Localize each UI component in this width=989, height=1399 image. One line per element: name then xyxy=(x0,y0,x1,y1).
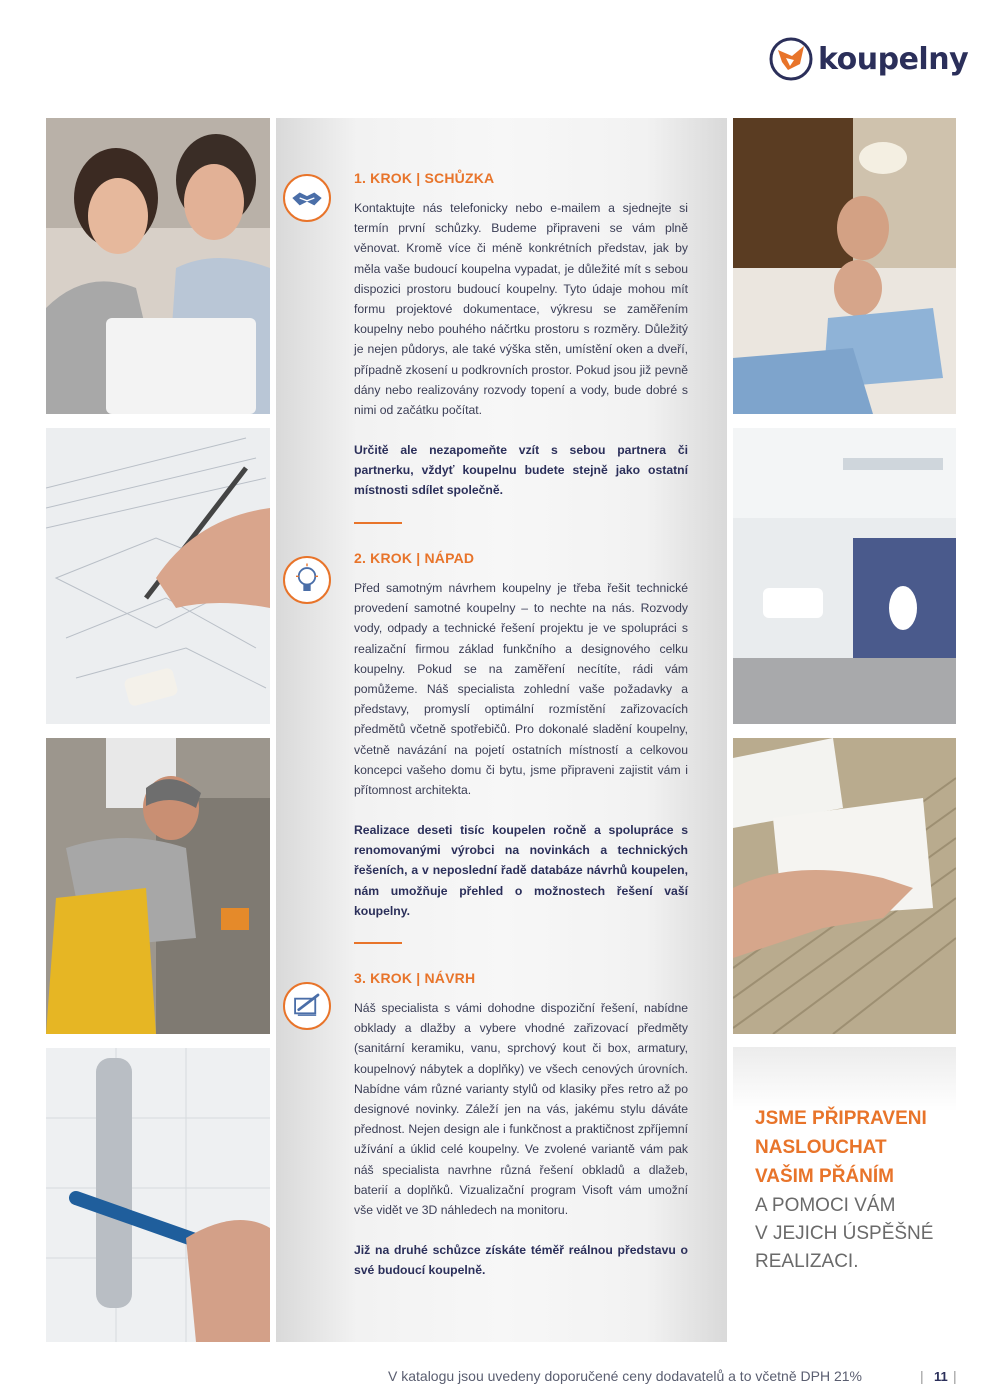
step-1-badge xyxy=(283,174,331,222)
step-3-title: 3. KROK | NÁVRH xyxy=(354,970,476,986)
step-2-text: Před samotným návrhem koupelny je třeba řešit technické provedení samotné koupelny – to nechte na nás. Rozvody vody, odpady a technické řešení projektu je ve spolupráci s realizační firmou základ funkčního a designového celku koupelny. Pokud se na zaměření necítíte, rádi vám pomůžeme. Náš specialista zohlední vaše požadavky a představy, promyslí optimální rozmístění zařizovacích předmětů včetně spotřebičů. Pro dokonalé sladění koupelny, včetně navázání na pojetí ostatních místností a celkovou koncepci vašeho domu či bytu, jsme připraveni zajistit vám i přítomnost architekta. xyxy=(354,581,688,798)
step-3-badge xyxy=(283,982,331,1030)
photo-plumber-wrench xyxy=(46,1048,270,1342)
photo-worker-tiling xyxy=(46,738,270,1034)
brand-logo xyxy=(768,36,968,82)
step-2-highlight: Realizace deseti tisíc koupelen ročně a spolupráce s renomovanými výrobci na novinkách a technických řešeních, a v neposlední řadě databáze návrhů koupelen, nám umožňuje přehled o možnostech řešení vaší koupelny. xyxy=(354,823,688,918)
brand-name: koupelny xyxy=(818,41,969,77)
fox-logo-icon xyxy=(768,36,814,82)
step-3-highlight: Již na druhé schůzce získáte téměř reálnou představu o své budoucí koupelně. xyxy=(354,1243,688,1278)
tagline-line: REALIZACI. xyxy=(755,1251,859,1272)
handshake-icon xyxy=(285,176,329,220)
tagline-line: NASLOUCHAT xyxy=(755,1137,887,1158)
footer-separator: | xyxy=(953,1368,957,1384)
step-3-text: Náš specialista s vámi dohodne dispoziční řešení, nabídne obklady a dlažby a vybere vhodné zařizovací předměty (sanitární keramiku, vanu, sprchový kout či box, armatury, koupelnový nábytek a doplňky) ve všech cenových úrovních. Nabídne vám různé varianty stylů od klasiky přes retro až po designové novinky. Záleží jen na vás, jakému stylu dáváte přednost. Nejen design ale i funkčnost a praktičnost zpříjemní užívání a úklid celé koupelny. Ve zvolené variantě vám pak náš specialista navrhne různá řešení obkladů a dlažeb, baterií a doplňků. Vizualizační program Visoft vám umožní vše vidět ve 3D náhledech na monitoru. xyxy=(354,1001,688,1218)
drawing-pencil-icon xyxy=(285,984,329,1028)
photo-tile-installation xyxy=(733,738,956,1034)
tagline-line: V JEJICH ÚSPĚŠNÉ xyxy=(755,1223,934,1244)
photo-showroom-bathroom xyxy=(733,428,956,724)
step-1-text: Kontaktujte nás telefonicky nebo e-mailem a sjednejte si termín první schůzky. Budeme připraveni se vám plně věnovat. Kromě více či méně konkrétních představ, jak by měla vaše budoucí koupelna vypadat, je důležité mít s sebou dispozici prostoru budoucí koupelny. Tyto údaje mohou mít formu projektové dokumentace, výkresu se zaměřením koupelny nebo pouhého náčrtku prostoru s rozměry. Důležitý je nejen půdorys, ale také výška stěn, umístění oken a dveří, případně zkosení u podkrovních prostor. Pokud jsou již pevně dány nebo realizovány rozvody topení a vody, bude dobré s nimi od začátku počítat. xyxy=(354,201,688,418)
photo-architect-sketch xyxy=(46,428,270,724)
photo-couple-sofa xyxy=(733,118,956,414)
photo-couple-laptop xyxy=(46,118,270,414)
step-2-badge xyxy=(283,556,331,604)
divider xyxy=(354,942,402,944)
page-number: 11 xyxy=(934,1369,948,1384)
lightbulb-icon xyxy=(285,558,329,602)
step-2-title: 2. KROK | NÁPAD xyxy=(354,550,475,566)
footer-separator: | xyxy=(920,1368,924,1384)
tagline-line: A POMOCI VÁM xyxy=(755,1195,896,1216)
step-1-highlight: Určitě ale nezapomeňte vzít s sebou partnera či partnerku, vždyť koupelnu budete stejně jako ostatní místnosti sdílet společně. xyxy=(354,443,688,498)
tagline-line: VAŠIM PŘÁNÍM xyxy=(755,1166,894,1187)
divider xyxy=(354,522,402,524)
tagline-line: JSME PŘIPRAVENI xyxy=(755,1108,927,1129)
footer-note: V katalogu jsou uvedeny doporučené ceny dodavatelů a to včetně DPH 21% xyxy=(388,1368,862,1384)
step-1-title: 1. KROK | SCHŮZKA xyxy=(354,170,495,186)
